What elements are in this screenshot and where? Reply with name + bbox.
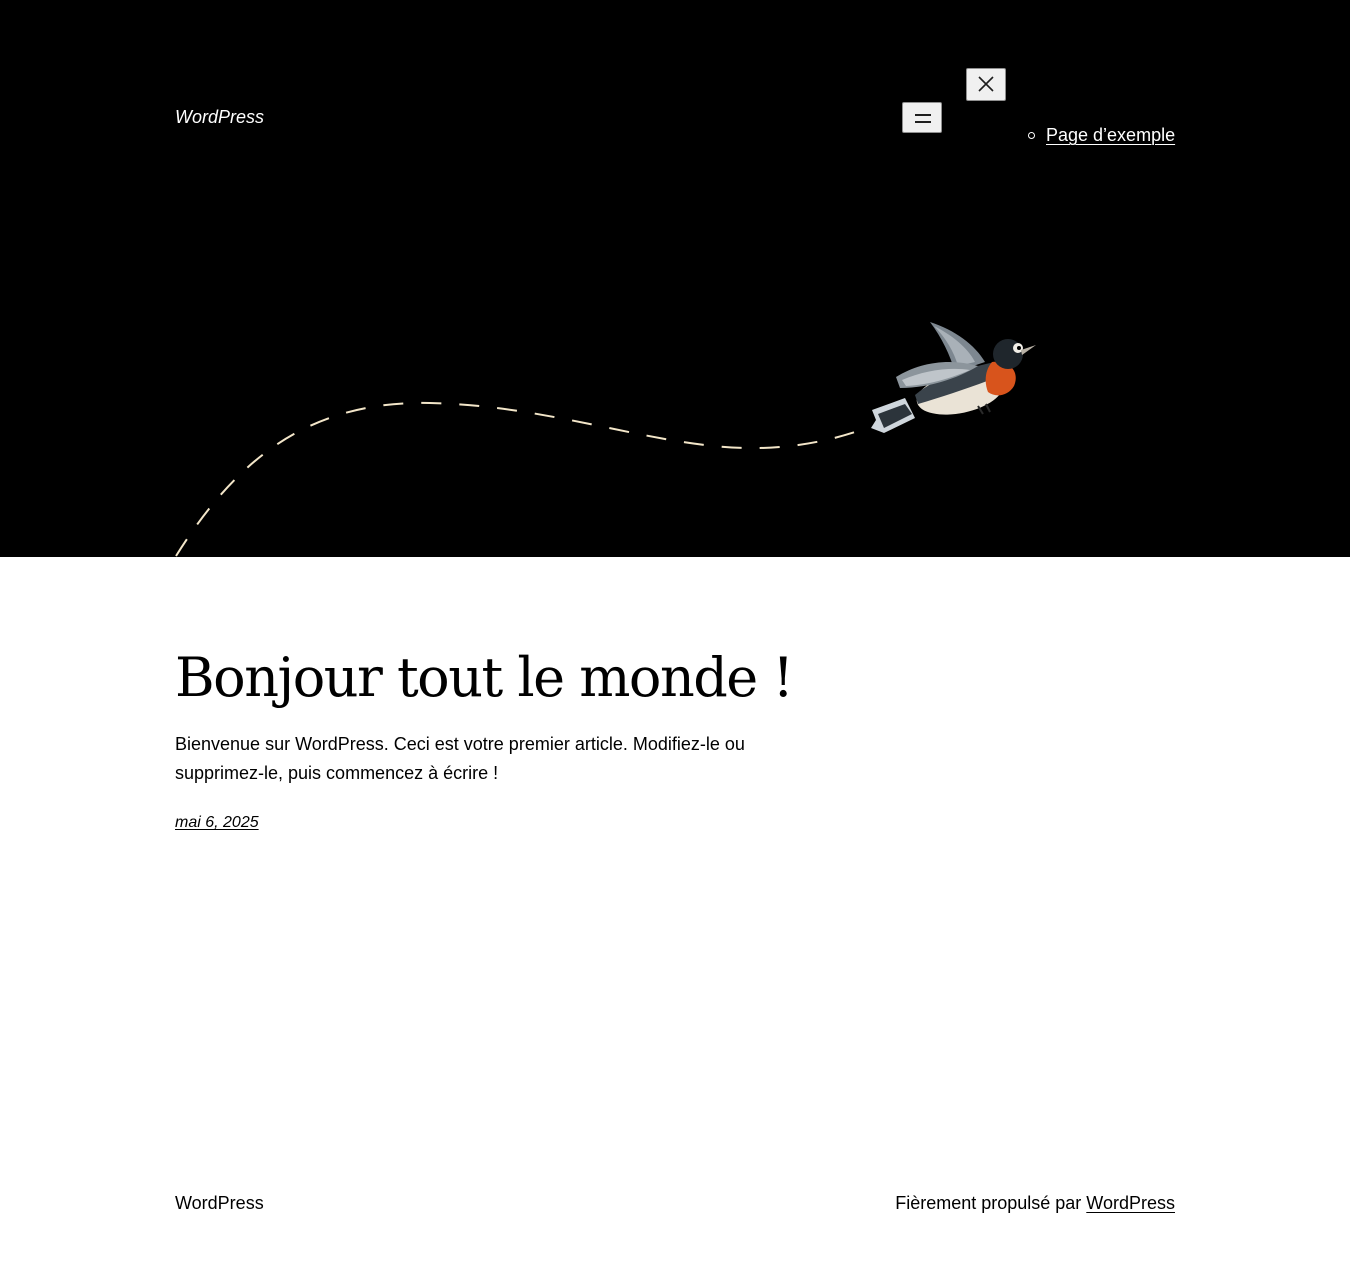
menu-open-button[interactable] [902, 102, 942, 133]
footer-site-title-link[interactable]: WordPress [175, 1193, 264, 1213]
hamburger-icon-bar-bottom [915, 121, 931, 123]
footer-credit-link[interactable]: WordPress [1086, 1193, 1175, 1213]
hero-illustration [0, 0, 1350, 557]
nav-item-sample-page [1028, 124, 1175, 146]
close-icon [967, 69, 1005, 100]
post-title[interactable]: Bonjour tout le monde ! [175, 646, 793, 709]
nav-link-sample-page[interactable]: Page d’exemple [1046, 125, 1176, 145]
footer-credit-prefix: Fièrement propulsé par [895, 1193, 1087, 1213]
site-header [0, 0, 1350, 557]
bird-icon [871, 322, 1036, 433]
post-excerpt: Bienvenue sur WordPress. Ceci est votre premier article. Modifiez-le ou supprimez-le, puis commencez à écrire ! [175, 734, 745, 783]
menu-close-button[interactable] [966, 68, 1006, 101]
list-bullet-icon [1028, 132, 1035, 139]
hamburger-icon-bar-top [915, 114, 931, 116]
dashed-flight-trail [176, 403, 855, 556]
footer-credit [895, 1192, 1175, 1214]
primary-navigation [1028, 124, 1175, 146]
site-title-link[interactable]: WordPress [175, 107, 265, 127]
post-date-link[interactable]: mai 6, 2025 [175, 814, 259, 831]
